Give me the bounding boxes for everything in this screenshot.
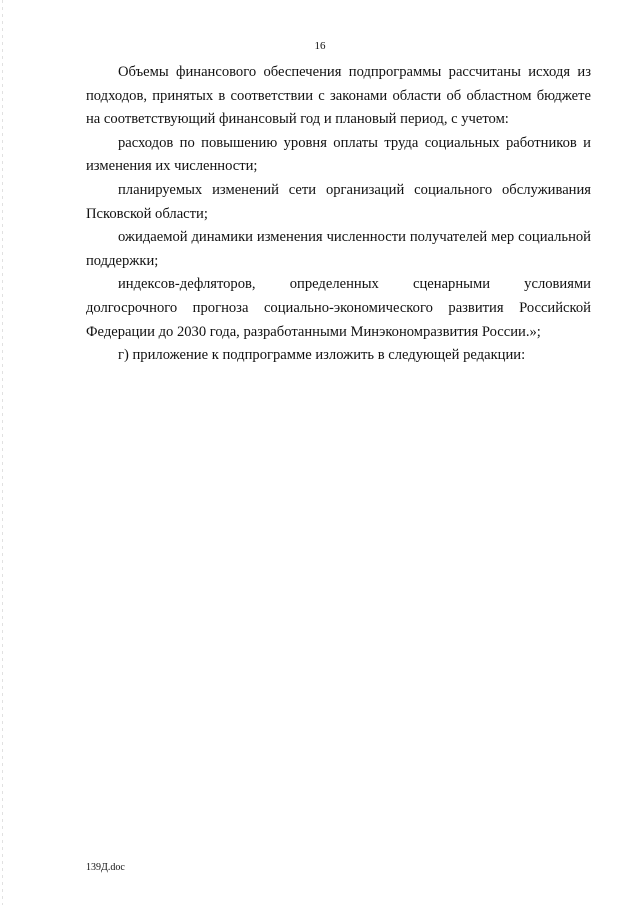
paragraph-wage-expenses: расходов по повышению уровня оплаты труда социальных работников и изменения их численности; <box>86 134 591 175</box>
paragraph-appendix-clause: г) приложение к подпрограмме изложить в следующей редакции: <box>118 347 526 364</box>
paragraph-network-changes: планируемых изменений сети организаций социального обслуживания Псковской области; <box>86 181 591 222</box>
paragraph-funding-volumes: Объемы финансового обеспечения подпрограммы рассчитаны исходя из подходов, принятых в соответствии с законами области об областном бюджете на соответствующий финансовый год и плановый период, с учетом: <box>86 64 591 128</box>
footer-filename: 139Д.doc <box>86 862 125 873</box>
page-number: 16 <box>314 40 326 52</box>
paragraph-recipient-dynamics: ожидаемой динамики изменения численности получателей мер социальной поддержки; <box>86 229 591 269</box>
scan-edge-artifact <box>2 0 3 905</box>
paragraph-deflator-indices: индексов-дефляторов, определенных сценарными условиями долгосрочного прогноза социально-экономического развития Российской Федерации до 2030 года, разработанными Минэкономразвития России.»; <box>86 276 591 340</box>
document-body <box>86 61 591 368</box>
